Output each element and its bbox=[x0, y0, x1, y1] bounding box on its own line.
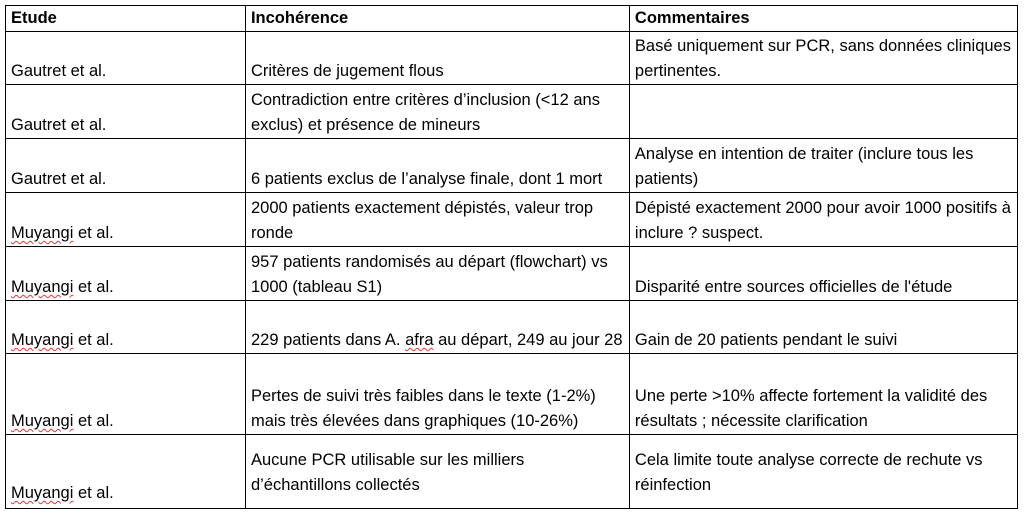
table-row bbox=[6, 32, 1018, 85]
inconsistency-table bbox=[5, 5, 1018, 509]
comments-cell: Gain de 20 patients pendant le suivi bbox=[629, 301, 1017, 354]
table-row bbox=[6, 354, 1018, 435]
study-name: Muyangi bbox=[11, 224, 74, 242]
study-suffix: et al. bbox=[73, 412, 114, 430]
issue-text-flagged-word: afra bbox=[405, 331, 434, 349]
study-name: Muyangi bbox=[11, 331, 74, 349]
study-cell bbox=[6, 85, 246, 139]
study-cell bbox=[6, 193, 246, 247]
issue-cell: Pertes de suivi très faibles dans le texte (1-2%) mais très élevées dans graphiques (10-26%) bbox=[245, 354, 629, 435]
issue-cell: 2000 patients exactement dépistés, valeur trop ronde bbox=[245, 193, 629, 247]
issue-cell: Aucune PCR utilisable sur les milliers d’échantillons collectés bbox=[245, 435, 629, 509]
header-comments: Commentaires bbox=[629, 6, 1017, 32]
study-suffix: et al. bbox=[66, 170, 107, 188]
comments-cell bbox=[629, 85, 1017, 139]
comments-cell: Analyse en intention de traiter (inclure tous les patients) bbox=[629, 139, 1017, 193]
study-name: Gautret bbox=[11, 116, 67, 134]
study-cell bbox=[6, 354, 246, 435]
comments-cell: Disparité entre sources officielles de l'étude bbox=[629, 247, 1017, 301]
study-suffix: et al. bbox=[73, 331, 114, 349]
study-suffix: et al. bbox=[66, 116, 107, 134]
comments-cell: Cela limite toute analyse correcte de rechute vs réinfection bbox=[629, 435, 1017, 509]
table-row bbox=[6, 301, 1018, 354]
study-suffix: et al. bbox=[73, 484, 114, 502]
study-suffix: et al. bbox=[66, 62, 107, 80]
header-study: Etude bbox=[6, 6, 246, 32]
issue-cell: Critères de jugement flous bbox=[245, 32, 629, 85]
table-row bbox=[6, 139, 1018, 193]
study-name: Muyangi bbox=[11, 278, 74, 296]
study-name: Muyangi bbox=[11, 484, 74, 502]
header-row bbox=[6, 6, 1018, 32]
issue-cell: Contradiction entre critères d’inclusion (<12 ans exclus) et présence de mineurs bbox=[245, 85, 629, 139]
study-name: Gautret bbox=[11, 62, 67, 80]
comments-cell: Basé uniquement sur PCR, sans données cliniques pertinentes. bbox=[629, 32, 1017, 85]
study-suffix: et al. bbox=[73, 278, 114, 296]
table-row bbox=[6, 247, 1018, 301]
study-suffix: et al. bbox=[73, 224, 114, 242]
issue-cell: 6 patients exclus de l’analyse finale, dont 1 mort bbox=[245, 139, 629, 193]
issue-text-pre: 229 patients dans A. bbox=[250, 331, 406, 349]
issue-cell: 957 patients randomisés au départ (flowchart) vs 1000 (tableau S1) bbox=[245, 247, 629, 301]
study-cell bbox=[6, 247, 246, 301]
study-name: Muyangi bbox=[11, 412, 74, 430]
table-row bbox=[6, 435, 1018, 509]
table-row bbox=[6, 85, 1018, 139]
header-issue: Incohérence bbox=[245, 6, 629, 32]
study-cell bbox=[6, 435, 246, 509]
comments-cell: Dépisté exactement 2000 pour avoir 1000 positifs à inclure ? suspect. bbox=[629, 193, 1017, 247]
study-cell bbox=[6, 301, 246, 354]
table-row bbox=[6, 193, 1018, 247]
study-cell bbox=[6, 139, 246, 193]
comments-cell: Une perte >10% affecte fortement la validité des résultats ; nécessite clarification bbox=[629, 354, 1017, 435]
issue-cell bbox=[245, 301, 629, 354]
study-cell bbox=[6, 32, 246, 85]
study-name: Gautret bbox=[11, 170, 67, 188]
issue-text-post: au départ, 249 au jour 28 bbox=[433, 331, 623, 349]
